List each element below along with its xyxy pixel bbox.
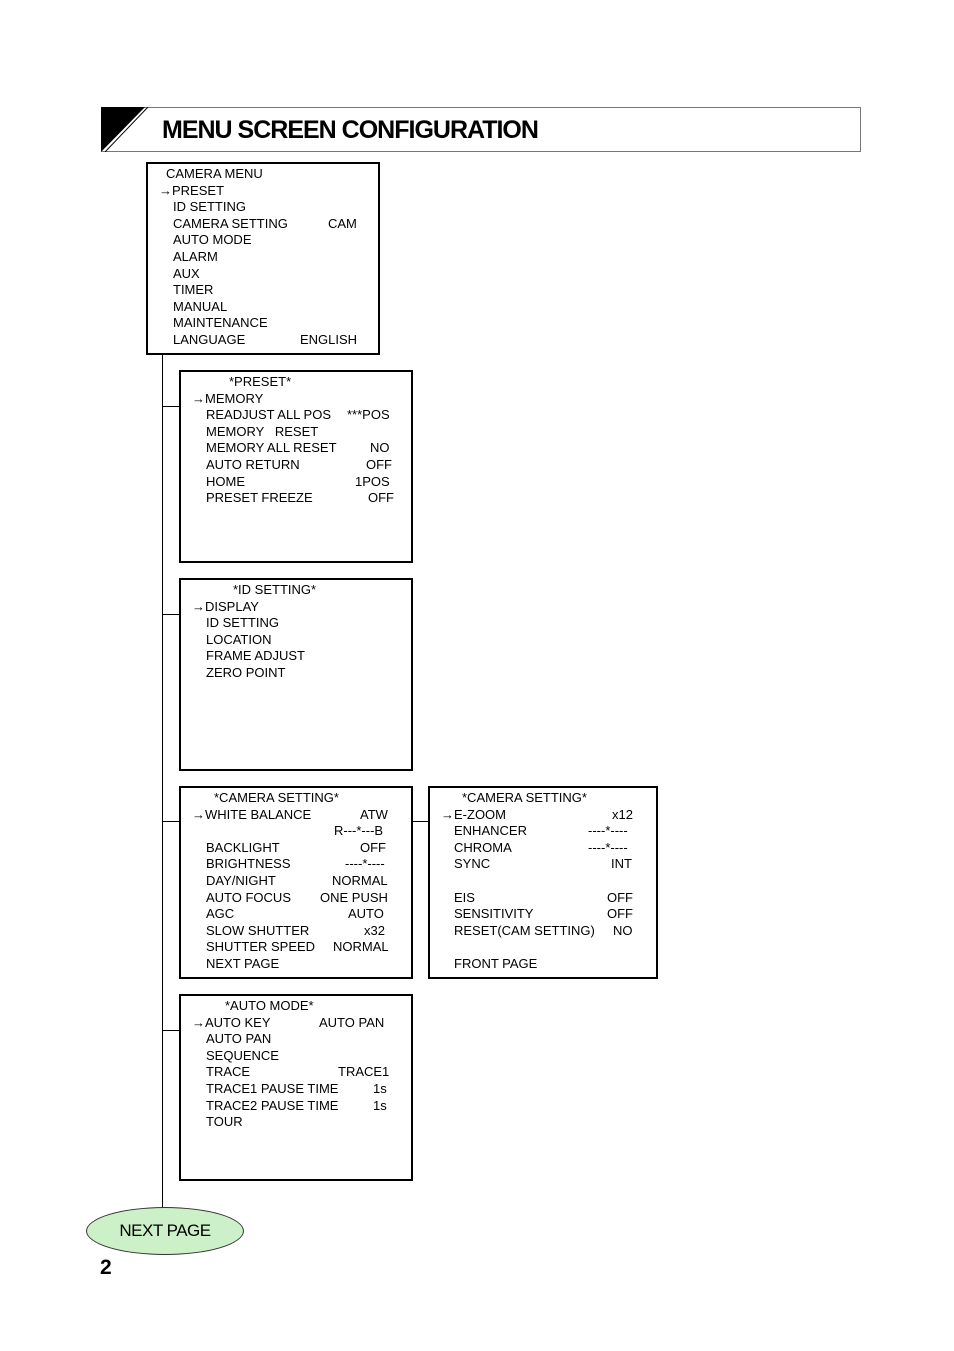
auto-mode-item-trace2-pause-value: 1s: [373, 1097, 387, 1113]
id-setting-item-frame-adjust: FRAME ADJUST: [206, 648, 305, 664]
auto-mode-menu-box: [179, 994, 413, 1181]
camera-setting-page2-item-sync: SYNC: [454, 856, 491, 872]
id-setting-menu-box: [179, 578, 413, 771]
section-header: [101, 107, 861, 152]
id-setting-item-display: →DISPLAY: [192, 598, 259, 614]
camera-setting-page2-item-reset-value: NO: [613, 922, 633, 938]
tree-connector-preset: [162, 406, 180, 407]
preset-item-home: HOME: [206, 473, 245, 489]
menu-item-id-setting: ID SETTING: [173, 199, 246, 215]
camera-setting-item-shutter-speed-value: NORMAL: [333, 939, 389, 955]
menu-item-alarm: ALARM: [173, 249, 218, 264]
tree-connector-camera-setting: [162, 821, 180, 822]
camera-setting-item-brightness: BRIGHTNESS: [206, 856, 291, 872]
camera-setting-title: *CAMERA SETTING*: [214, 790, 339, 805]
auto-mode-item-trace-value: TRACE1: [338, 1064, 390, 1080]
camera-setting-item-backlight-value: OFF: [360, 839, 386, 855]
camera-setting-item-slow-shutter: SLOW SHUTTER: [206, 922, 310, 938]
camera-setting-item-next-page: NEXT PAGE: [206, 956, 280, 971]
auto-mode-item-auto-key: →AUTO KEY: [192, 1014, 271, 1030]
menu-item-camera-setting: CAMERA SETTING: [173, 215, 288, 231]
menu-item-language: LANGUAGE: [173, 332, 246, 347]
preset-item-auto-return-value: OFF: [366, 457, 392, 472]
menu-item-timer: TIMER: [173, 282, 214, 298]
preset-item-readjust-value: ***POS: [347, 407, 390, 423]
camera-menu-box: [146, 162, 380, 355]
id-setting-item-zero-point: ZERO POINT: [206, 665, 286, 680]
camera-setting-item-rb-gauge: R---*---B: [334, 823, 384, 839]
page-number: 2: [100, 1256, 112, 1279]
camera-setting-page2-item-reset: RESET(CAM SETTING): [454, 922, 595, 938]
menu-item-auto-mode: AUTO MODE: [173, 232, 252, 248]
camera-setting-page2-item-sync-value: INT: [611, 856, 632, 872]
camera-setting-page2-item-eis-value: OFF: [607, 889, 633, 905]
camera-setting-menu-box: [179, 786, 413, 979]
camera-setting-item-agc: AGC: [206, 906, 235, 922]
preset-item-auto-return: AUTO RETURN: [206, 457, 300, 472]
tree-connector-auto-mode: [162, 1030, 180, 1031]
tree-connector-vertical: [162, 354, 163, 1211]
menu-item-preset: →PRESET: [159, 182, 225, 198]
menu-item-maintenance: MAINTENANCE: [173, 315, 268, 331]
camera-setting-page2-item-chroma-value: ----*----: [588, 839, 628, 855]
next-page-button[interactable]: [86, 1207, 244, 1255]
menu-item-camera-setting-value: CAM: [328, 215, 357, 231]
next-page-label: NEXT PAGE: [119, 1221, 211, 1240]
camera-setting-item-slow-shutter-value: x32: [364, 922, 385, 938]
camera-setting-page2-item-e-zoom: →E-ZOOM: [441, 806, 506, 822]
camera-setting-page2-item-front-page: FRONT PAGE: [454, 956, 538, 971]
menu-item-aux: AUX: [173, 265, 200, 281]
preset-item-memory-all-reset-value: NO: [370, 440, 390, 456]
auto-mode-item-tour: TOUR: [206, 1114, 243, 1130]
camera-setting-page2-item-enhancer: ENHANCER: [454, 823, 527, 839]
camera-setting-item-agc-value: AUTO: [348, 906, 384, 922]
auto-mode-item-trace1-pause: TRACE1 PAUSE TIME: [206, 1081, 339, 1096]
camera-setting-item-white-balance: →WHITE BALANCE: [192, 806, 312, 822]
id-setting-item-location: LOCATION: [206, 631, 272, 647]
camera-setting-page2-item-sensitivity: SENSITIVITY: [454, 906, 534, 922]
camera-setting-item-shutter-speed: SHUTTER SPEED: [206, 939, 316, 955]
tree-connector-id-setting: [162, 614, 180, 615]
camera-setting-page2-item-sensitivity-value: OFF: [607, 906, 633, 922]
auto-mode-item-trace: TRACE: [206, 1064, 251, 1080]
preset-item-preset-freeze: PRESET FREEZE: [206, 490, 313, 506]
camera-setting-page2-menu-box: [428, 786, 658, 979]
id-setting-title: *ID SETTING*: [233, 582, 317, 597]
camera-setting-item-day-night: DAY/NIGHT: [206, 873, 276, 888]
id-setting-item-id-setting: ID SETTING: [206, 615, 279, 631]
connector-camera-setting-page2: [412, 821, 428, 822]
preset-menu-box: [179, 370, 413, 563]
camera-setting-item-auto-focus-value: ONE PUSH: [320, 889, 388, 905]
auto-mode-title: *AUTO MODE*: [225, 998, 314, 1013]
header-corner-graphic: [101, 107, 149, 152]
preset-item-memory-all-reset: MEMORY ALL RESET: [206, 440, 337, 456]
camera-setting-page2-item-eis: EIS: [454, 889, 475, 905]
auto-mode-item-auto-pan: AUTO PAN: [206, 1031, 272, 1047]
camera-setting-item-day-night-value: NORMAL: [332, 873, 388, 888]
preset-item-preset-freeze-value: OFF: [368, 490, 394, 506]
camera-setting-page2-title: *CAMERA SETTING*: [462, 790, 587, 805]
camera-setting-item-brightness-value: ----*----: [345, 856, 385, 872]
page-title: MENU SCREEN CONFIGURATION: [162, 116, 538, 144]
menu-item-language-value: ENGLISH: [300, 332, 358, 347]
preset-item-readjust: READJUST ALL POS: [206, 407, 331, 423]
preset-title: *PRESET*: [229, 374, 292, 389]
preset-item-home-value: 1POS: [355, 473, 390, 489]
preset-item-memory-reset: MEMORY RESET: [206, 423, 319, 439]
camera-setting-item-backlight: BACKLIGHT: [206, 839, 280, 855]
camera-setting-item-auto-focus: AUTO FOCUS: [206, 889, 291, 905]
camera-setting-page2-item-enhancer-value: ----*----: [588, 823, 628, 839]
auto-mode-item-trace1-pause-value: 1s: [373, 1081, 387, 1096]
auto-mode-item-trace2-pause: TRACE2 PAUSE TIME: [206, 1097, 339, 1113]
camera-setting-page2-item-chroma: CHROMA: [454, 839, 512, 855]
camera-menu-title: CAMERA MENU: [166, 166, 263, 181]
auto-mode-item-sequence: SEQUENCE: [206, 1047, 279, 1063]
camera-setting-page2-item-e-zoom-value: x12: [612, 806, 633, 822]
preset-item-memory: →MEMORY: [192, 390, 264, 406]
auto-mode-item-auto-key-value: AUTO PAN: [319, 1014, 385, 1030]
menu-item-manual: MANUAL: [173, 298, 228, 314]
camera-setting-item-white-balance-value: ATW: [360, 806, 388, 822]
